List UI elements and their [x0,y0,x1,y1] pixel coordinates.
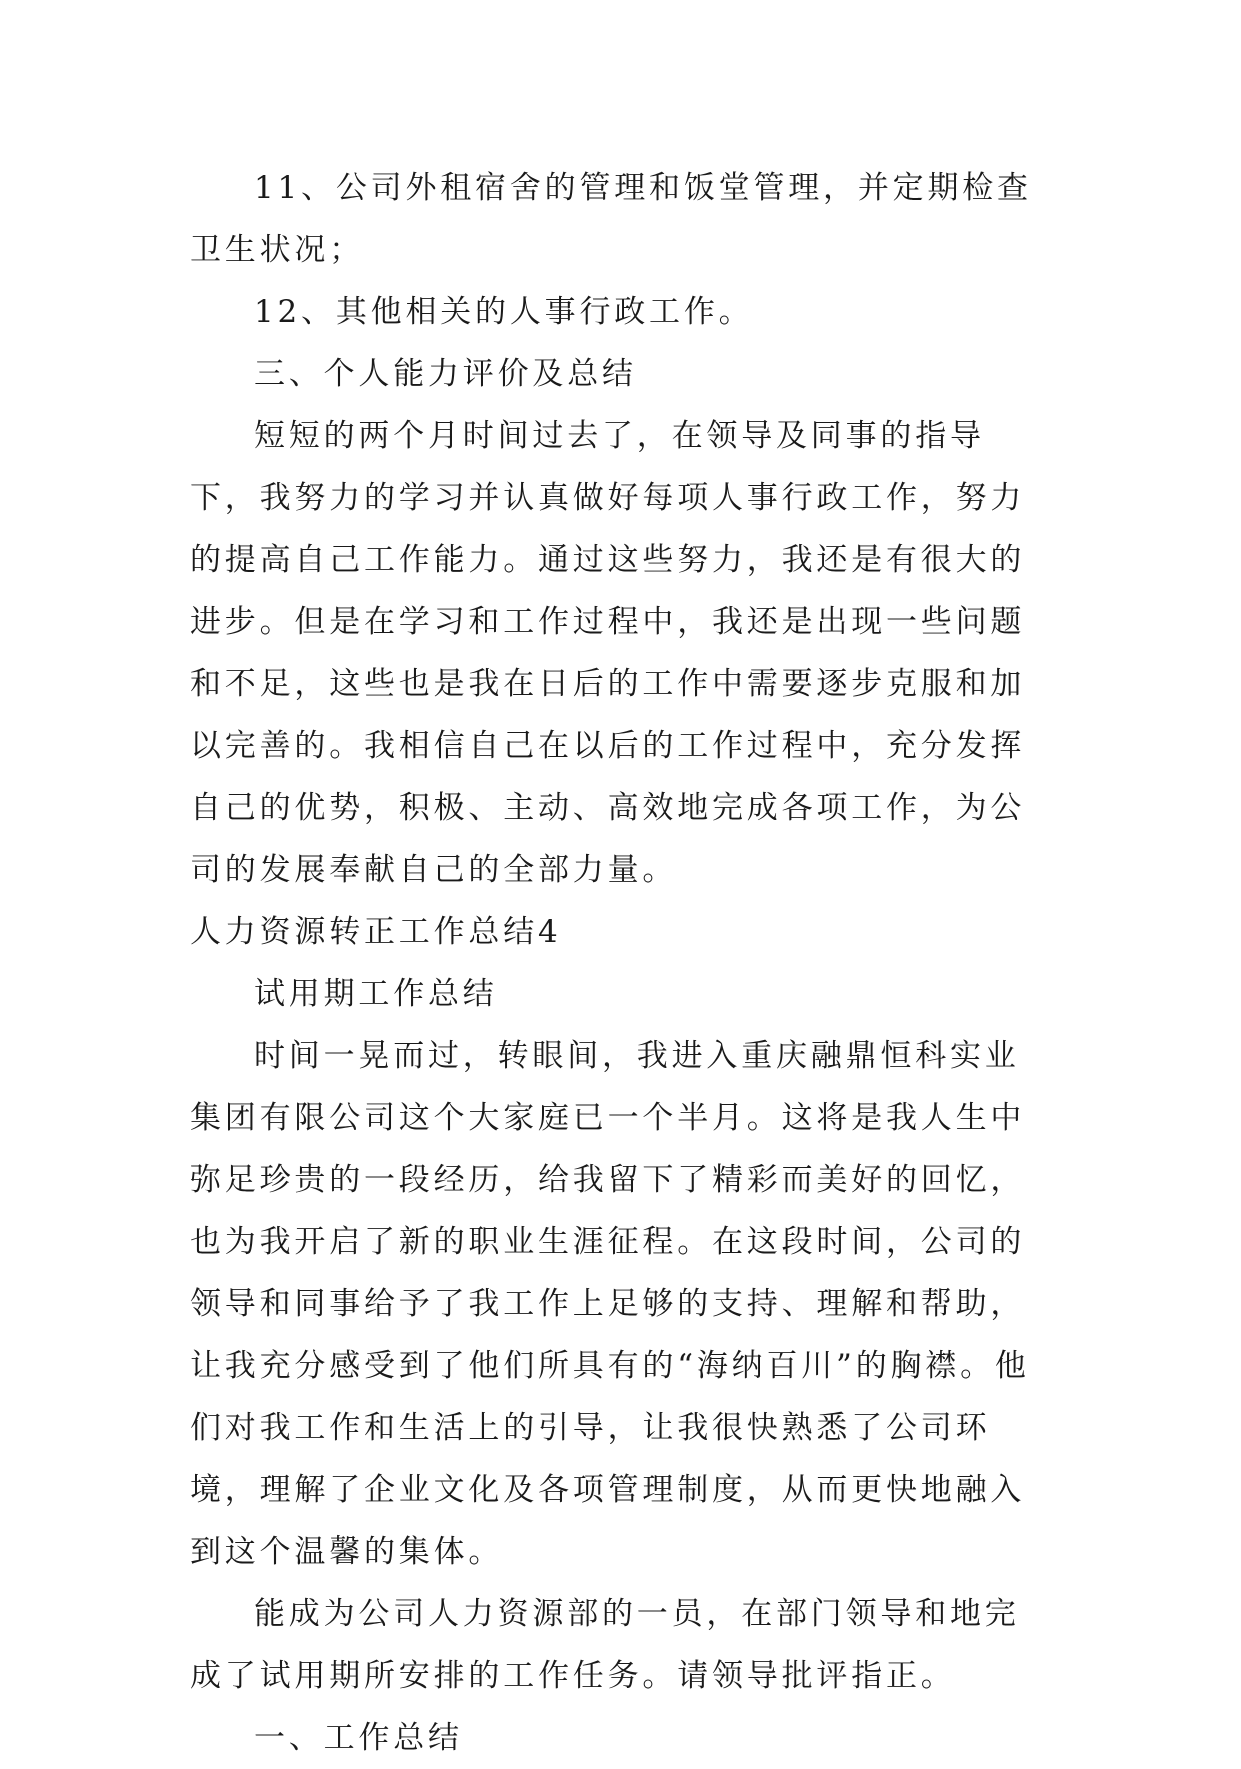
section-heading-self-evaluation: 三、个人能力评价及总结 [254,356,637,392]
section-heading-work-summary: 一、工作总结 [254,1720,463,1756]
paragraph-item-11: 11、公司外租宿舍的管理和饭堂管理，并定期检查卫生状况； [190,170,1032,268]
subtitle-probation-summary: 试用期工作总结 [254,976,498,1012]
paragraph-item-12: 12、其他相关的人事行政工作。 [254,294,754,330]
article-title: 人力资源转正工作总结4 [190,914,562,950]
paragraph-intro: 时间一晃而过，转眼间，我进入重庆融鼎恒科实业集团有限公司这个大家庭已一个半月。这将是我人生中弥足珍贵的一段经历，给我留下了精彩而美好的回忆，也为我开启了新的职业生涯征程。在这段时间，公司的领导和同事给予了我工作上足够的支持、理解和帮助，让我充分感受到了他们所具有的“海纳百川”的胸襟。他们对我工作和生活上的引导，让我很快熟悉了公司环境，理解了企业文化及各项管理制度，从而更快地融入到这个温馨的集体。 [190,1038,1030,1570]
paragraph-hr-department: 能成为公司人力资源部的一员，在部门领导和地完成了试用期所安排的工作任务。请领导批评指正。 [190,1596,1020,1694]
document-body [190,157,1054,1769]
paragraph-self-evaluation: 短短的两个月时间过去了，在领导及同事的指导下，我努力的学习并认真做好每项人事行政工作，努力的提高自己工作能力。通过这些努力，我还是有很大的进步。但是在学习和工作过程中，我还是出现一些问题和不足，这些也是我在日后的工作中需要逐步克服和加以完善的。我相信自己在以后的工作过程中，充分发挥自己的优势，积极、主动、高效地完成各项工作，为公司的发展奉献自己的全部力量。 [190,418,1026,888]
